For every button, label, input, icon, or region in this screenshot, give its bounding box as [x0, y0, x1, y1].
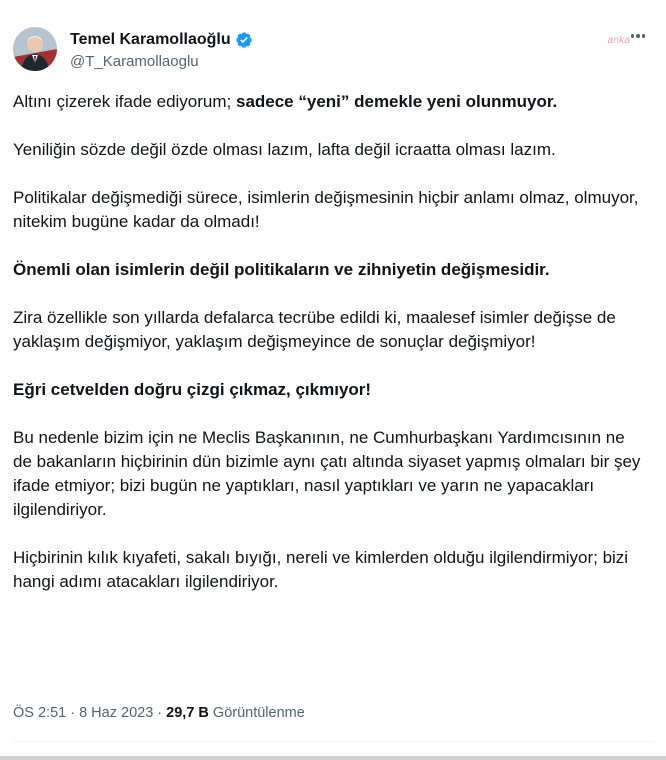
verified-badge-icon: [235, 31, 253, 49]
author-handle[interactable]: @T_Karamollaoglu: [70, 53, 199, 70]
separator: ·: [153, 705, 167, 721]
tweet-paragraph-8: Hiçbirinin kılık kıyafeti, sakalı bıyığı, nereli ve kimlerden olduğu ilgilendirmiyor; bizi hangi adımı atacakları ilgilendiriyor.: [13, 548, 629, 591]
tweet-paragraph-4: [13, 258, 643, 282]
views-count: 29,7 B: [166, 705, 209, 721]
avatar[interactable]: [13, 27, 57, 71]
tweet-paragraph-5: Zira özellikle son yıllarda defalarca tecrübe edildi ki, maalesef isimler değişse de yaklaşım değişmiyor, yaklaşım değişmeyince de sonuçlar değişmiyor!: [13, 308, 616, 351]
tweet-paragraph-7: Bu nedenle bizim için ne Meclis Başkanının, ne Cumhurbaşkanı Yardımcısının ne de bakanların hiçbirinin dün bizimle aynı çatı altında siyaset yapmış olmaları bir şey ifade etmiyor; bizi bugün ne yaptıkları, nasıl yaptıkları ve yarın ne yapacakları ilgilendiriyor.: [13, 428, 641, 519]
tweet-text-bold: Eğri cetvelden doğru çizgi çıkmaz, çıkmıyor!: [13, 380, 372, 399]
tweet-paragraph-2: Yeniliğin sözde değil özde olması lazım, lafta değil icraatta olması lazım.: [13, 140, 556, 159]
watermark-logo: anka: [607, 35, 630, 46]
tweet-paragraph-1: [13, 90, 643, 114]
bottom-border: [0, 756, 666, 760]
separator: ·: [66, 705, 80, 721]
divider: [13, 741, 653, 742]
author-name-row: [70, 30, 253, 50]
tweet-text: [13, 90, 643, 618]
tweet-time[interactable]: ÖS 2:51: [13, 705, 67, 721]
more-options-icon[interactable]: [626, 28, 650, 44]
tweet-text-bold: sadece “yeni” demekle yeni olunmuyor.: [235, 92, 558, 111]
tweet-paragraph-3: Politikalar değişmediği sürece, isimlerin değişmesinin hiçbir anlamı olmaz, olmuyor, nitekim bugüne kadar da olmadı!: [13, 188, 639, 231]
tweet-date[interactable]: 8 Haz 2023: [79, 705, 154, 721]
author-name[interactable]: Temel Karamollaoğlu: [70, 31, 231, 48]
avatar-portrait-icon: [13, 27, 57, 71]
tweet-metadata: [13, 703, 305, 723]
tweet-paragraph-6: [13, 378, 643, 402]
tweet-text-bold: Önemli olan isimlerin değil politikaların ve zihniyetin değişmesidir.: [13, 260, 550, 279]
views-label: Görüntülenme: [208, 705, 305, 721]
tweet-text-segment: Altını çizerek ifade ediyorum;: [13, 92, 236, 111]
